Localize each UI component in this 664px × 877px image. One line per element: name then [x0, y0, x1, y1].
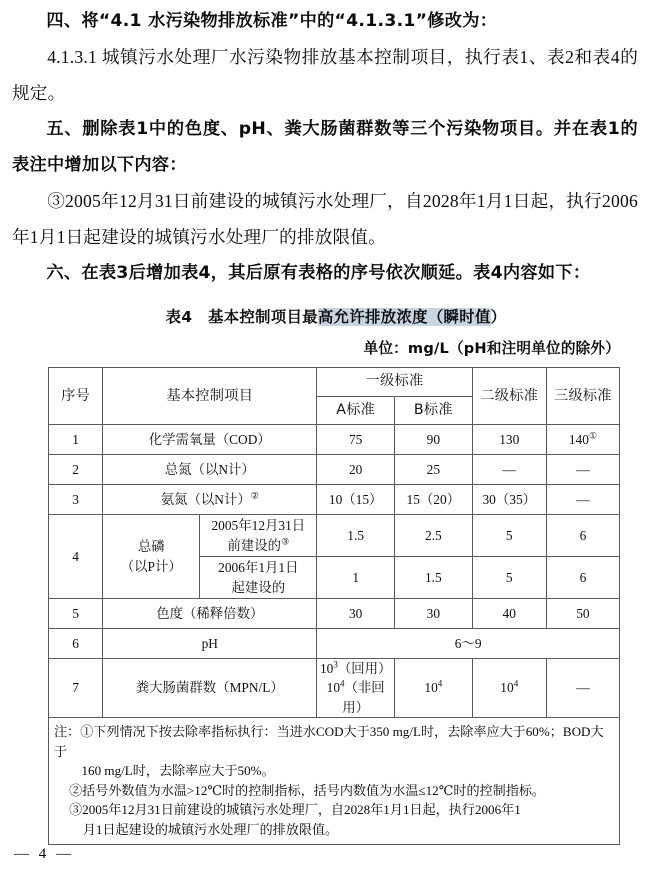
table-head — [49, 368, 620, 425]
table-caption — [0, 305, 664, 327]
paragraph-item-six: 六、在表3后增加表4，其后原有表格的序号依次顺延。表4内容如下： — [46, 263, 591, 283]
table-caption-prefix: 表4 基本控制项目最 — [165, 308, 318, 326]
cell-level2: 130 — [472, 425, 546, 455]
cell-level1-b: 15（20） — [395, 485, 473, 515]
cell-item: pH — [103, 629, 317, 659]
cell-subitem-line2: 起建设的 — [231, 579, 286, 595]
header-level2: 二级标准 — [472, 368, 546, 425]
cell-level3: 6 — [546, 557, 619, 599]
cell-item-group — [103, 515, 200, 599]
cell-subitem — [200, 557, 317, 599]
a-line2-base: 10 — [326, 680, 341, 696]
cell-level3: — — [546, 659, 619, 718]
cell-subitem — [200, 515, 317, 557]
table-body — [49, 425, 620, 718]
header-level3: 三级标准 — [546, 368, 619, 425]
a-line1-exponent: 3 — [333, 659, 338, 670]
cell-level3 — [546, 425, 619, 455]
paragraph-note-three-add: ③2005年12月31日前建设的城镇污水处理厂，自2028年1月1日起，执行2006年1月1日起建设的城镇污水处理厂的排放限值。 — [12, 191, 638, 247]
b-base: 10 — [424, 680, 438, 696]
cell-level3: — — [546, 485, 619, 515]
table-row — [49, 425, 620, 455]
cell-item: 粪大肠菌群数（MPN/L） — [103, 659, 317, 718]
cell-level1-b: 30 — [395, 599, 473, 629]
cell-item — [103, 485, 317, 515]
cell-level2: — — [472, 455, 546, 485]
cell-item: 总氮（以N计） — [103, 455, 317, 485]
cell-subitem-line2 — [200, 536, 316, 555]
cell-level3: 6 — [546, 515, 619, 557]
cell-subitem-line1: 2006年1月1日 — [218, 560, 299, 576]
header-row-primary — [49, 368, 620, 397]
table-row — [49, 659, 620, 718]
table-row — [49, 599, 620, 629]
footnote-1-line2: 160 mg/L时，去除率应大于50%。 — [81, 763, 275, 779]
a-line2-exponent: 4 — [340, 678, 345, 689]
cell-level1-a: 1.5 — [317, 515, 395, 557]
table-caption-highlight: 高允许排放浓度（瞬时值 — [317, 308, 491, 326]
cell-level1-b: 2.5 — [395, 515, 473, 557]
table-row — [49, 629, 620, 659]
cell-item-group-line1: 总磷 — [137, 539, 165, 555]
header-level1-a: A标准 — [317, 396, 395, 425]
cell-merged-value: 6～9 — [317, 629, 620, 659]
footnote-3-line1: ③2005年12月31日前建设的城镇污水处理厂，自2028年1月1日起，执行2006年1 — [69, 802, 521, 818]
header-item: 基本控制项目 — [103, 368, 317, 425]
footnote-2: ②括号外数值为水温>12℃时的控制指标，括号内数值为水温≤12℃时的控制指标。 — [69, 782, 546, 798]
cell-level3-value: 140 — [568, 431, 589, 447]
paragraph-clause-4131: 4.1.3.1 城镇污水处理厂水污染物排放基本控制项目，执行表1、表2和表4的规定。 — [12, 47, 638, 103]
table-footnotes — [48, 718, 620, 845]
cell-subitem-line2-text: 前建设的 — [227, 537, 282, 553]
a-line2-tail: （非回用） — [342, 680, 385, 715]
cell-level2: 5 — [472, 557, 546, 599]
header-level1-b: B标准 — [395, 396, 473, 425]
footnote-marker-3: ③ — [281, 536, 290, 547]
cell-level3: 50 — [546, 599, 619, 629]
footnote-marker-2: ② — [250, 490, 259, 501]
l2-exponent: 4 — [513, 678, 519, 689]
cell-subitem-line1: 2005年12月31日 — [211, 518, 306, 534]
cell-seq: 5 — [49, 599, 103, 629]
cell-seq: 4 — [49, 515, 103, 599]
a-line1-tail: （回用） — [337, 661, 392, 676]
cell-item-group-line2: （以P计） — [120, 558, 182, 574]
cell-level1-a-line1 — [317, 659, 394, 678]
cell-seq: 2 — [49, 455, 103, 485]
cell-level1-a: 75 — [317, 425, 395, 455]
footnote-label: 注： — [54, 724, 81, 740]
cell-level1-a — [317, 659, 395, 718]
footnote-1-line1 — [54, 722, 613, 761]
cell-seq: 3 — [49, 485, 103, 515]
prose-body — [0, 0, 664, 291]
cell-level2: 40 — [472, 599, 546, 629]
b-exponent: 4 — [437, 678, 443, 689]
cell-level2 — [472, 659, 546, 718]
cell-level1-b: 90 — [395, 425, 473, 455]
cell-level2: 5 — [472, 515, 546, 557]
emission-limits-table — [48, 367, 620, 718]
cell-seq: 1 — [49, 425, 103, 455]
cell-level1-b: 1.5 — [395, 557, 473, 599]
header-seq: 序号 — [49, 368, 103, 425]
cell-seq: 6 — [49, 629, 103, 659]
table-caption-suffix: ） — [490, 308, 507, 326]
paragraph-item-five: 五、删除表1中的色度、pH、粪大肠菌群数等三个污染物项目。并在表1的表注中增加以下内容： — [12, 119, 638, 175]
page-number: — 4 — — [14, 846, 74, 862]
table-container — [0, 367, 664, 845]
cell-level1-a: 10（15） — [317, 485, 395, 515]
cell-level1-a-line2 — [317, 678, 394, 717]
cell-level1-b — [395, 659, 473, 718]
a-line1-base: 10 — [319, 661, 334, 676]
table-row — [49, 455, 620, 485]
paragraph-item-four: 四、将“4.1 水污染物排放标准”中的“4.1.3.1”修改为： — [46, 11, 498, 31]
cell-item-label: 氨氮（以N计） — [160, 491, 251, 507]
cell-level1-b: 25 — [395, 455, 473, 485]
l2-base: 10 — [500, 680, 514, 696]
footnote-3-line2: 月1日起建设的城镇污水处理厂的排放限值。 — [82, 821, 339, 837]
cell-seq: 7 — [49, 659, 103, 718]
cell-level1-a: 1 — [317, 557, 395, 599]
cell-item: 色度（稀释倍数） — [103, 599, 317, 629]
cell-level1-a: 20 — [317, 455, 395, 485]
table-unit-label: 单位：mg/L（pH和注明单位的除外） — [363, 340, 620, 357]
cell-level2: 30（35） — [472, 485, 546, 515]
table-row — [49, 515, 620, 557]
cell-item: 化学需氧量（COD） — [103, 425, 317, 455]
cell-level3: — — [546, 455, 619, 485]
footnote-1-text: ①下列情况下按去除率指标执行：当进水COD大于350 mg/L时，去除率应大于60%；BOD大于 — [54, 724, 604, 759]
header-level1: 一级标准 — [317, 368, 472, 397]
cell-level1-a: 30 — [317, 599, 395, 629]
table-row — [49, 485, 620, 515]
footnote-marker-1: ① — [588, 430, 598, 441]
